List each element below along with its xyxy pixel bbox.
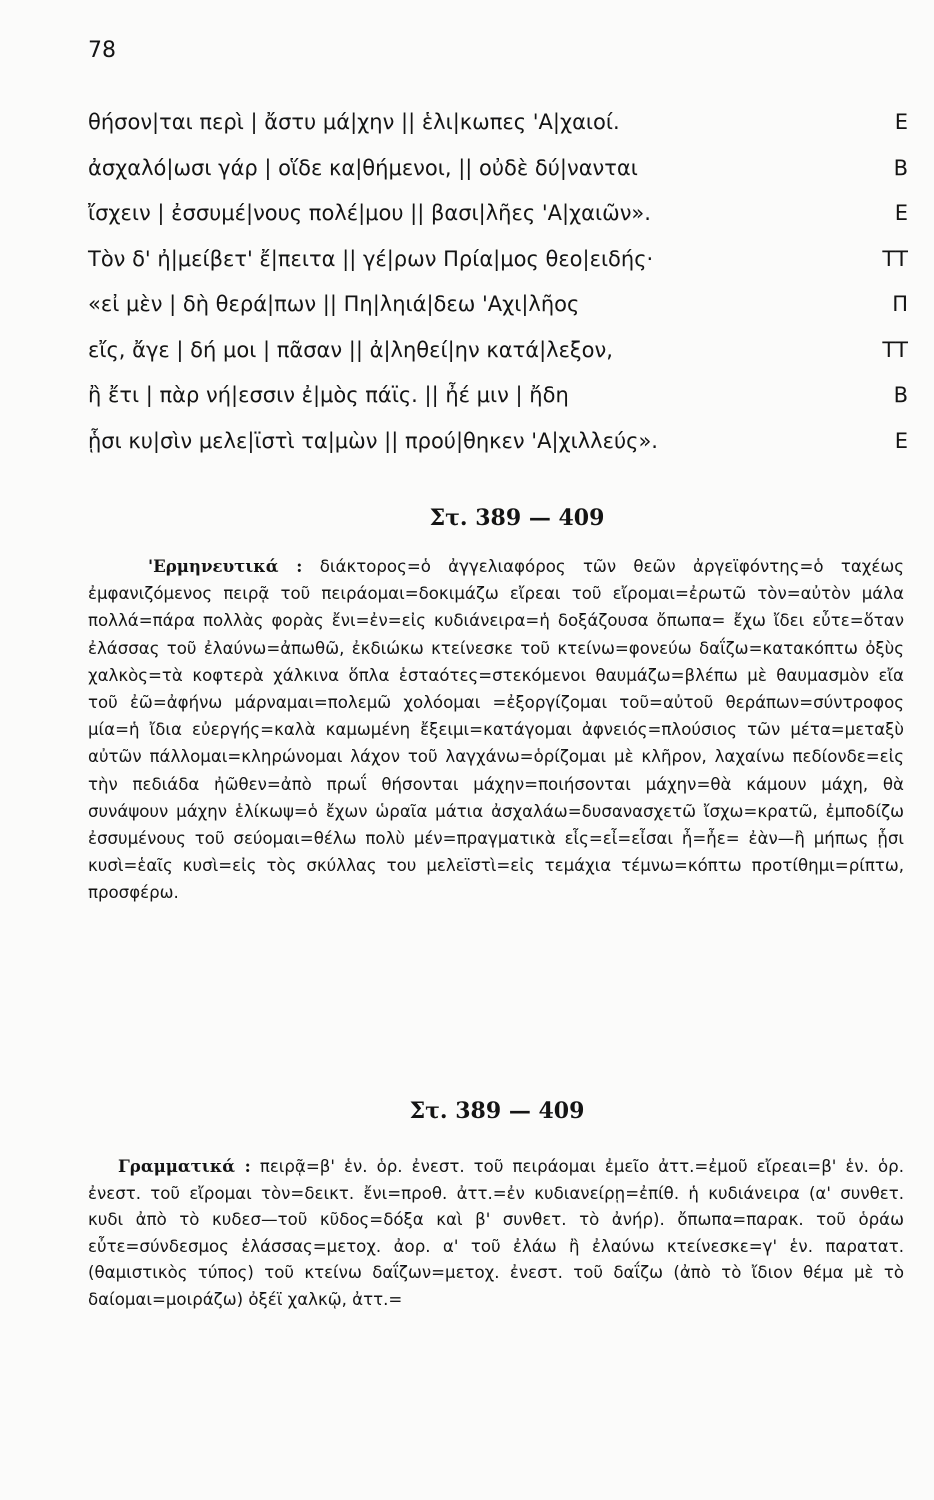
- section-heading-grammar: Στ. 389 — 409: [409, 1098, 585, 1124]
- verse-text: «εἰ μὲν | δὴ θερά|πων || Πη|ληιά|δεω 'Αχι|λῆος: [88, 292, 580, 316]
- verse-meter: ΤΤ: [882, 246, 908, 271]
- verse-meter: Β: [893, 383, 908, 407]
- verse-line: [88, 100, 908, 146]
- interpretive-text: διάκτορος=ὁ ἀγγελιαφόρος τῶν θεῶν ἀργεϊφόντης=ὁ ταχέως ἐμφανιζόμενος πειρᾷ τοῦ πειράομαι=δοκιμάζω εἴρεαι τοῦ εἴρομαι=ἐρωτῶ τὸν=αὐτὸν μάλα πολλά=πάρα πολλὰς φορὰς ἔνι=ἐν=εἰς κυδιάνειρα=ἡ δοξάζουσα ὄπωπα= ἔχω ἴδει εὖτε=ὅταν ἐλάσσας τοῦ ἐλαύνω=ἀπωθῶ, ἐκδιώκω κτείνεσκε τοῦ κτείνω=φονεύω δαΐζω=κατακόπτω ὀξὺς χαλκὸς=τὰ κοφτερὰ χάλκινα ὅπλα ἑσταότες=στεκόμενοι θαυμάζω=βλέπω μὲ θαυμασμὸν εἴα τοῦ ἐῶ=ἀφήνω μάρναμαι=πολεμῶ χολόομαι =ἐξοργίζομαι τοῦ=αὐτοῦ θεράπων=σύντροφος μία=ἡ ἴδια εὐεργής=καλὰ καμωμένη ἔξειμι=κατάγομαι ἀφνειός=πλούσιος τῶν μέτα=μεταξὺ αὐτῶν πάλλομαι=κληρώνομαι λάχον τοῦ λαγχάνω=ὁρίζομαι μὲ κλῆρον, λαχαίνω πεδίονδε=εἰς τὴν πεδιάδα ἠῶθεν=ἀπὸ πρωΐ θήσονται μάχην=ποιήσονται μάχην=θὰ κάμουν μάχη, θὰ συνάψουν μάχην ἑλίκωψ=ὁ ἔχων ὡραῖα μάτια ἀσχαλάω=δυσανασχετῶ ἴσχω=κρατῶ, ἐμποδίζω ἐσσυμένους τοῦ σεύομαι=θέλω πολὺ μέν=πραγματικὰ εἷς=εἶ=εἶσαι ἦ=ἦε= ἐὰν—ἢ μήπως ᾗσι κυσὶ=ἑαῖς κυσὶ=εἰς τὸς σκύλλας του μελεϊστὶ=εἰς τεμάχια τέμνω=κόπτω προτίθημι=ρίπτω, προσφέρω.: [88, 557, 904, 903]
- verse-line: [88, 146, 908, 192]
- verse-meter: Β: [893, 155, 908, 180]
- verse-meter: Π: [892, 292, 908, 316]
- verse-line: [88, 191, 908, 237]
- verse-line: [88, 419, 908, 465]
- verse-line: [88, 328, 908, 374]
- verse-text: ἀσχαλό|ωσι γάρ | οἵδε κα|θήμενοι, || οὐδὲ δύ|νανται: [88, 155, 638, 180]
- verse-meter: Ε: [894, 201, 908, 225]
- grammar-notes: [88, 1153, 904, 1314]
- verse-meter: Ε: [894, 428, 908, 453]
- verse-text: Τὸν δ' ἠ|μείβετ' ἔ|πειτα || γέ|ρων Πρία|μος θεο|ειδής·: [88, 246, 654, 271]
- verse-line: [88, 373, 908, 419]
- interpretive-notes: [88, 553, 904, 907]
- grammar-text: πειρᾷ=β' ἑν. ὁρ. ἐνεστ. τοῦ πειράομαι ἐμεῖο ἀττ.=ἐμοῦ εἴρεαι=β' ἑν. ὁρ. ἐνεστ. τοῦ εἴρομαι τὸν=δεικτ. ἔνι=προθ. ἀττ.=ἐν κυδιανείρῃ=ἐπίθ. ἡ κυδιάνειρα (α' συνθετ. κυδι ἀπὸ τὸ κυδεσ—τοῦ κῦδος=δόξα καὶ β' συνθετ. τὸ ἀνήρ). ὄπωπα=παρακ. τοῦ ὁράω εὖτε=σύνδεσμος ἐλάσσας=μετοχ. ἀορ. α' τοῦ ἐλάω ἢ ἐλαύνω κτείνεσκε=γ' ἑν. παρατατ. (θαμιστικὸς τύπος) τοῦ κτείνω δαΐζων=μετοχ. ἐνεστ. τοῦ δαΐζω (ἀπὸ τὸ ἴδιον θέμα μὲ τὸ δαίομαι=μοιράζω) ὀξέϊ χαλκῷ, ἀττ.=: [88, 1157, 904, 1309]
- interpretive-label: 'Ερμηνευτικά :: [148, 556, 303, 576]
- verse-line: [88, 237, 908, 283]
- verse-meter: ΤΤ: [882, 337, 908, 362]
- section-heading-interpretive: Στ. 389 — 409: [429, 505, 605, 531]
- verse-line: [88, 282, 908, 328]
- verse-meter: Ε: [894, 110, 908, 134]
- verse-block: [88, 100, 908, 464]
- verse-text: ἢ ἔτι | πὰρ νή|εσσιν ἐ|μὸς πάϊς. || ἦέ μιν | ἤδη: [88, 383, 569, 407]
- grammar-label: Γραμματικά :: [118, 1156, 251, 1176]
- verse-text: εἴς, ἄγε | δή μοι | πᾶσαν || ἀ|ληθεί|ην κατά|λεξον,: [88, 337, 613, 362]
- page-number: 78: [88, 38, 116, 63]
- verse-text: ᾗσι κυ|σὶν μελε|ϊστὶ τα|μὼν || πρού|θηκεν 'Α|χιλλεύς».: [88, 428, 658, 453]
- verse-text: θήσον|ται περὶ | ἄστυ μά|χην || ἑλι|κωπες 'Α|χαιοί.: [88, 110, 620, 134]
- verse-text: ἴσχειν | ἐσσυμέ|νους πολέ|μου || βασι|λῆες 'Α|χαιῶν».: [88, 201, 651, 225]
